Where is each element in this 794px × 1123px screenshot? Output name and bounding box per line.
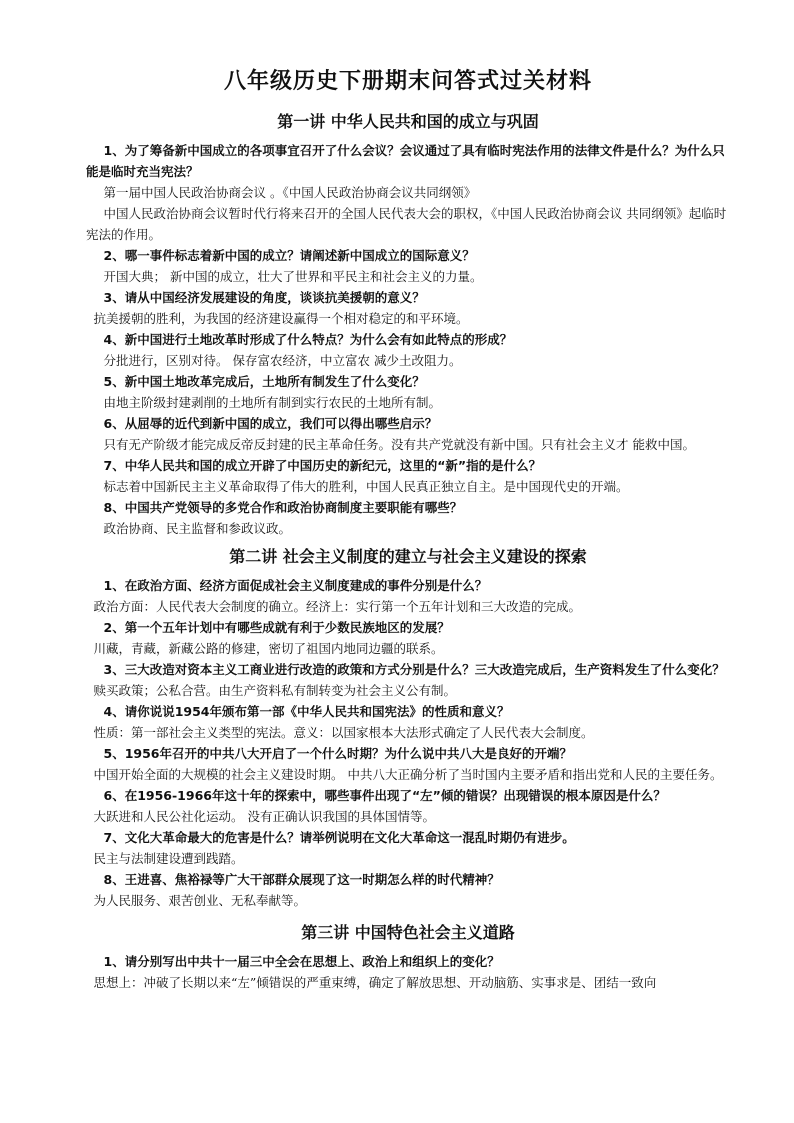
section-title: 第二讲 社会主义制度的建立与社会主义建设的探索 [229,547,587,566]
answer: 思想上：冲破了长期以来“左”倾错误的严重束缚，确定了解放思想、开动脑筋、实事求是、团结一致向 [93,975,657,990]
question: 5、1956年召开的中共八大开启了一个什么时期？为什么说中共八大是良好的开端？ [103,746,572,761]
answer: 川藏，青藏，新藏公路的修建，密切了祖国内地同边疆的联系。 [93,641,444,656]
answer: 中国人民政治协商会议暂时代行将来召开的全国人民代表大会的职权，《中国人民政治协商会议 共同纲领》起临时宪法的作用。 [86,206,727,242]
answer: 标志着中国新民主主义革命取得了伟大的胜利，中国人民真正独立自主。是中国现代史的开端。 [103,479,629,494]
section-2 [86,545,730,911]
answer: 性质：第一部社会主义类型的宪法。意义：以国家根本大法形式确定了人民代表大会制度。 [93,725,594,740]
answer: 抗美援朝的胜利，为我国的经济建设赢得一个相对稳定的和平环境。 [93,311,469,326]
section-title: 第一讲 中华人民共和国的成立与巩固 [277,112,539,131]
question: 1、为了筹备新中国成立的各项事宜召开了什么会议？会议通过了具有临时宪法作用的法律文件是什么？为什么只能是临时充当宪法？ [86,143,725,179]
answer: 开国大典； 新中国的成立，壮大了世界和平民主和社会主义的力量。 [103,269,483,284]
answer: 第一届中国人民政治协商会议 。《中国人民政治协商会议共同纲领》 [103,185,477,200]
question: 6、从屈辱的近代到新中国的成立，我们可以得出哪些启示？ [103,416,438,431]
answer: 政治方面：人民代表大会制度的确立。经济上：实行第一个五年计划和三大改造的完成。 [93,599,582,614]
answer: 由地主阶级封建剥削的土地所有制到实行农民的土地所有制。 [103,395,442,410]
answer: 大跃进和人民公社化运动。 没有正确认识我国的具体国情等。 [93,809,435,824]
section-1 [86,110,730,539]
question: 3、三大改造对资本主义工商业进行改造的政策和方式分别是什么？三大改造完成后，生产资料发生了什么变化？ [103,662,725,677]
section-3 [86,921,730,993]
question: 8、中国共产党领导的多党合作和政治协商制度主要职能有哪些？ [103,500,463,515]
question: 5、新中国土地改革完成后，土地所有制发生了什么变化？ [103,374,425,389]
section-title: 第三讲 中国特色社会主义道路 [301,923,515,942]
answer: 政治协商、民主监督和参政议政。 [103,521,292,536]
question: 7、文化大革命最大的危害是什么？请举例说明在文化大革命这一混乱时期仍有进步。 [103,830,575,845]
answer: 分批进行，区别对待。 保存富农经济，中立富农 减少土改阻力。 [103,353,462,368]
question: 1、在政治方面、经济方面促成社会主义制度建成的事件分别是什么？ [103,578,488,593]
question: 2、哪一事件标志着新中国的成立？请阐述新中国成立的国际意义？ [103,248,475,263]
question: 7、中华人民共和国的成立开辟了中国历史的新纪元，这里的“新”指的是什么？ [103,458,542,473]
question: 4、请你说说1954年颁布第一部《中华人民共和国宪法》的性质和意义？ [103,704,510,719]
answer: 赎买政策；公私合营。由生产资料私有制转变为社会主义公有制。 [93,683,457,698]
answer: 为人民服务、艰苦创业、无私奉献等。 [93,893,307,908]
question: 6、在1956-1966年这十年的探索中，哪些事件出现了“左”倾的错误？出现错误的根本原因是什么？ [103,788,666,803]
question: 3、请从中国经济发展建设的角度，谈谈抗美援朝的意义？ [103,290,425,305]
question: 8、王进喜、焦裕禄等广大干部群众展现了这一时期怎么样的时代精神？ [103,872,500,887]
answer: 中国开始全面的大规模的社会主义建设时期。 中共八大正确分析了当时国内主要矛盾和指出党和人民的主要任务。 [93,767,723,782]
document-title: 八年级历史下册期末问答式过关材料 [223,69,592,94]
answer: 民主与法制建设遭到践踏。 [93,851,244,866]
answer: 只有无产阶级才能完成反帝反封建的民主革命任务。没有共产党就没有新中国。只有社会主义才 能救中国。 [103,437,695,452]
question: 1、请分别写出中共十一届三中全会在思想上、政治上和组织上的变化？ [103,954,500,969]
question: 2、第一个五年计划中有哪些成就有利于少数民族地区的发展？ [103,620,450,635]
question: 4、新中国进行土地改革时形成了什么特点？为什么会有如此特点的形成？ [103,332,513,347]
